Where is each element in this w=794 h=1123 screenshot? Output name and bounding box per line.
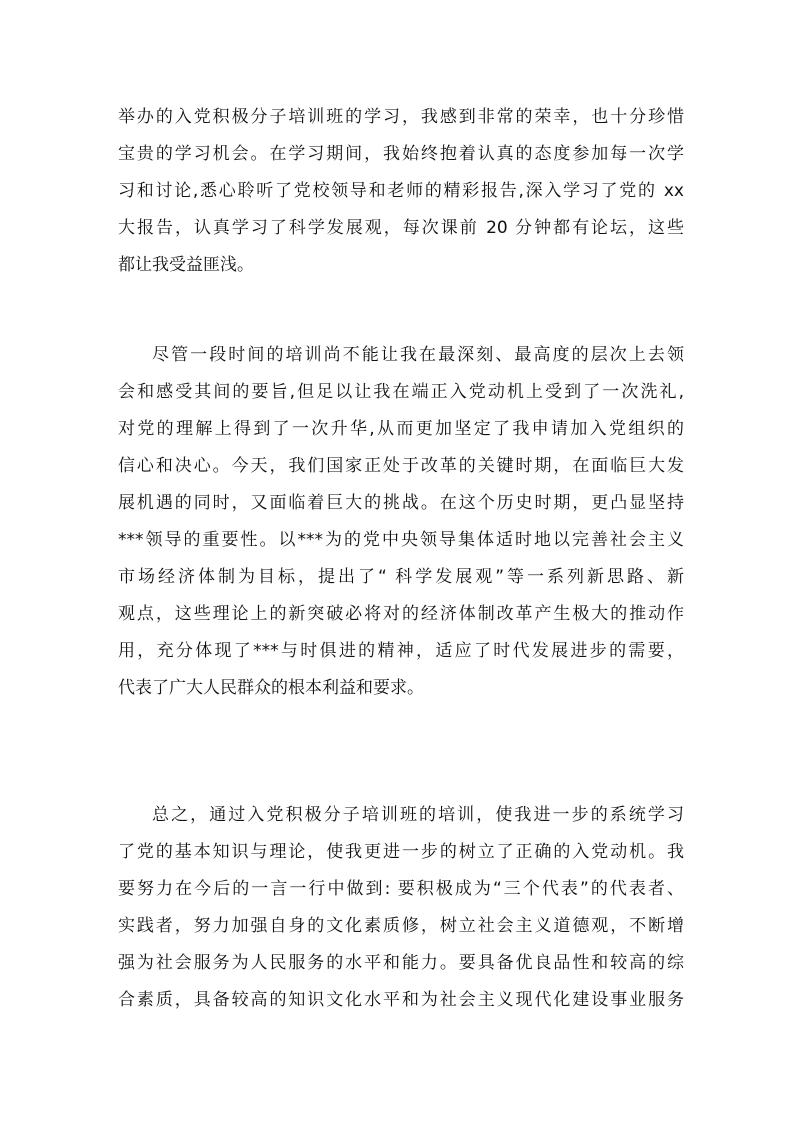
text-line: 大报告，认真学习了科学发展观，每次课前 20 分钟都有论坛，这些 <box>118 218 684 238</box>
text-line: 了党的基本知识与理论，使我更进一步的树立了正确的入党动机。我 <box>118 842 684 862</box>
text-line: 强为社会服务为人民服务的水平和能力。要具备优良品性和较高的综 <box>118 953 684 973</box>
text-line: 总之，通过入党积极分子培训班的培训，使我进一步的系统学习 <box>152 805 684 825</box>
paragraph-1 <box>118 99 684 284</box>
text-line: 举办的入党积极分子培训班的学习，我感到非常的荣幸，也十分珍惜 <box>118 107 684 127</box>
text-line: 用，充分体现了***与时俱进的精神，适应了时代发展进步的需要， <box>118 641 684 661</box>
text-line: 观点，这些理论上的新突破必将对的经济体制改革产生极大的推动作 <box>118 604 684 624</box>
text-line: ***领导的重要性。以***为的党中央领导集体适时地以完善社会主义 <box>118 530 684 550</box>
text-line: 对党的理解上得到了一次升华,从而更加坚定了我申请加入党组织的 <box>118 419 684 439</box>
text-line: 习和讨论,悉心聆听了党校领导和老师的精彩报告,深入学习了党的 xx <box>118 181 684 201</box>
paragraph-3 <box>118 797 684 1019</box>
text-line: 要努力在今后的一言一行中做到: 要积极成为“三个代表”的代表者、 <box>118 879 684 899</box>
text-line: 合素质，具备较高的知识文化水平和为社会主义现代化建设事业服务 <box>118 990 684 1010</box>
text-line: 展机遇的同时，又面临着巨大的挑战。在这个历史时期，更凸显坚持 <box>118 493 684 513</box>
text-line: 市场经济体制为目标，提出了“ 科学发展观”等一系列新思路、新 <box>118 567 684 587</box>
text-line: 都让我受益匪浅。 <box>118 255 254 275</box>
text-line: 会和感受其间的要旨,但足以让我在端正入党动机上受到了一次洗礼, <box>118 382 684 402</box>
paragraph-2 <box>118 337 684 707</box>
text-line: 宝贵的学习机会。在学习期间，我始终抱着认真的态度参加每一次学 <box>118 144 684 164</box>
text-line: 信心和决心。今天，我们国家正处于改革的关键时期，在面临巨大发 <box>118 456 684 476</box>
text-line: 实践者，努力加强自身的文化素质修，树立社会主义道德观，不断增 <box>118 916 684 936</box>
text-line: 尽管一段时间的培训尚不能让我在最深刻、最高度的层次上去领 <box>152 345 684 365</box>
text-line: 代表了广大人民群众的根本利益和要求。 <box>118 678 424 698</box>
